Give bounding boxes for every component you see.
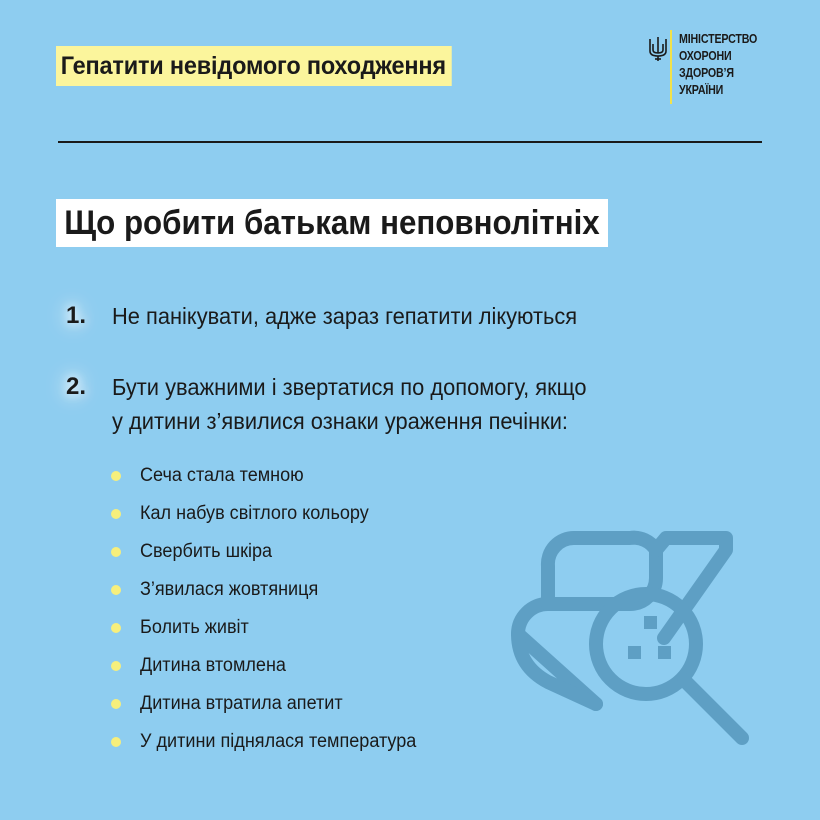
- ministry-name-line: ОХОРОНИ: [679, 48, 732, 63]
- step-number: 2.: [66, 373, 87, 400]
- bullet-dot: [111, 737, 121, 747]
- ministry-name: [679, 30, 757, 98]
- ministry-name-line: УКРАЇНИ: [679, 82, 724, 97]
- symptom-label: Болить живіт: [140, 617, 249, 638]
- step-text-line: у дитини з’явилися ознаки ураження печінки:: [112, 408, 568, 434]
- symptom-label: Дитина втомлена: [140, 655, 286, 676]
- symptom-label: У дитини піднялася температура: [140, 731, 417, 752]
- symptom-label: Дитина втратила апетит: [140, 693, 343, 714]
- liver-magnifier-icon: [508, 516, 758, 748]
- step-number: 1.: [66, 302, 87, 329]
- bullet-dot: [111, 547, 121, 557]
- ministry-name-line: МІНІСТЕРСТВО: [679, 31, 758, 46]
- section-title: Що робити батькам неповнолітніх: [56, 199, 608, 247]
- symptom-label: З’явилася жовтяниця: [140, 579, 319, 600]
- logo-divider: [670, 30, 672, 104]
- step-text: [112, 370, 701, 438]
- bullet-dot: [111, 585, 121, 595]
- bullet-dot: [111, 699, 121, 709]
- step-text-line: Не панікувати, адже зараз гепатити лікуються: [112, 303, 578, 329]
- trident-icon: [648, 36, 668, 62]
- symptom-label: Сеча стала темною: [140, 465, 304, 486]
- header-divider: [58, 141, 762, 143]
- ministry-logo: [648, 30, 778, 110]
- step-text: [112, 299, 701, 333]
- bullet-dot: [111, 623, 121, 633]
- step-text-line: Бути уважними і звертатися по допомогу, якщо: [112, 374, 587, 400]
- symptom-label: Свербить шкіра: [140, 541, 273, 562]
- ministry-name-line: ЗДОРОВ’Я: [679, 65, 734, 80]
- symptom-label: Кал набув світлого кольору: [140, 503, 369, 524]
- bullet-dot: [111, 471, 121, 481]
- bullet-dot: [111, 509, 121, 519]
- bullet-dot: [111, 661, 121, 671]
- page-title: Гепатити невідомого походження: [56, 46, 452, 86]
